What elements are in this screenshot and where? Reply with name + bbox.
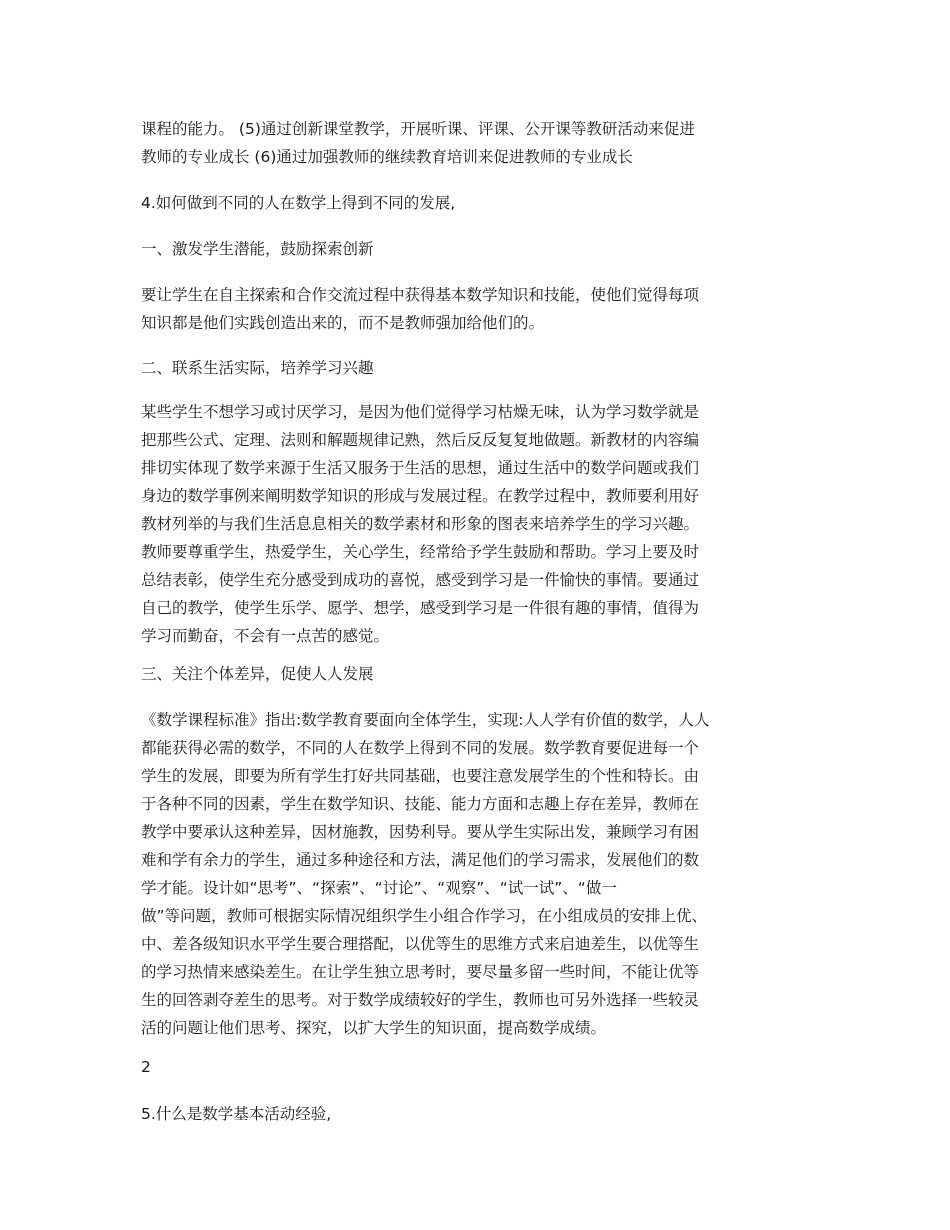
text-line: 教师要尊重学生，热爱学生，关心学生，经常给予学生鼓励和帮助。学习上要及时 [141, 543, 700, 561]
section-title-1: 一、激发学生潜能，鼓励探索创新 [141, 240, 374, 258]
text-line: 学才能。设计如“思考”、“探索”、“讨论”、“观察”、“试一试”、“做一 [141, 879, 617, 897]
text-line: 教师的专业成长 (6)通过加强教师的继续教育培训来促进教师的专业成长 [141, 148, 633, 166]
text-line: 都能获得必需的数学，不同的人在数学上得到不同的发展。数学教育要促进每一个 [141, 739, 700, 757]
text-line: 于各种不同的因素，学生在数学知识、技能、能力方面和志趣上存在差异，教师在 [141, 795, 700, 813]
paragraph-life-interest [141, 398, 821, 650]
text-line: 自己的教学，使学生乐学、愿学、想学，感受到学习是一件很有趣的事情，值得为 [141, 599, 700, 617]
text-line: 课程的能力。 (5)通过创新课堂教学，开展听课、评课、公开课等教研活动来促进 [141, 120, 695, 138]
text-line: 的学习热情来感染差生。在让学生独立思考时，要尽量多留一些时间，不能让优等 [141, 963, 700, 981]
page-number: 2 [141, 1058, 151, 1076]
text-line: 把那些公式、定理、法则和解题规律记熟，然后反反复复地做题。新教材的内容编 [141, 431, 700, 449]
section-title-2: 二、联系生活实际，培养学习兴趣 [141, 359, 374, 377]
text-line: 总结表彰，使学生充分感受到成功的喜悦，感受到学习是一件愉快的事情。要通过 [141, 571, 700, 589]
text-line: 教学中要承认这种差异，因材施教，因势利导。要从学生实际出发，兼顾学习有困 [141, 823, 700, 841]
text-line: 知识都是他们实践创造出来的，而不是教师强加给他们的。 [141, 314, 545, 332]
text-line: 中、差各级知识水平学生要合理搭配，以优等生的思维方式来启迪差生，以优等生 [141, 935, 700, 953]
question-heading-5: 5.什么是数学基本活动经验, [141, 1105, 332, 1123]
question-heading-4: 4.如何做到不同的人在数学上得到不同的发展, [141, 194, 456, 212]
text-line: 某些学生不想学习或讨厌学习，是因为他们觉得学习枯燥无味，认为学习数学就是 [141, 403, 700, 421]
text-line: 排切实体现了数学来源于生活又服务于生活的思想，通过生活中的数学问题或我们 [141, 459, 700, 477]
text-line: 学习而勤奋，不会有一点苦的感觉。 [141, 627, 390, 645]
text-line: 生的回答剥夺差生的思考。对于数学成绩较好的学生，教师也可另外选择一些较灵 [141, 991, 700, 1009]
text-line: 身边的数学事例来阐明数学知识的形成与发展过程。在教学过程中，教师要利用好 [141, 487, 700, 505]
text-line: 要让学生在自主探索和合作交流过程中获得基本数学知识和技能，使他们觉得每项 [141, 286, 700, 304]
text-line: 难和学有余力的学生，通过多种途径和方法，满足他们的学习需求，发展他们的数 [141, 851, 700, 869]
text-line: 做”等问题，教师可根据实际情况组织学生小组合作学习，在小组成员的安排上优、 [141, 907, 708, 925]
text-line: 学生的发展，即要为所有学生打好共同基础，也要注意发展学生的个性和特长。由 [141, 767, 700, 785]
text-line: 《数学课程标准》指出:数学教育要面向全体学生，实现:人人学有价值的数学，人人 [141, 711, 710, 729]
paragraph-individual-differences [141, 706, 821, 1042]
paragraph-explore [141, 281, 821, 337]
text-line: 教材列举的与我们生活息息相关的数学素材和形象的图表来培养学生的学习兴趣。 [141, 515, 700, 533]
paragraph-teacher-growth [141, 115, 821, 171]
text-line: 活的问题让他们思考、探究，以扩大学生的知识面，提高数学成绩。 [141, 1019, 607, 1037]
section-title-3: 三、关注个体差异，促使人人发展 [141, 665, 374, 683]
